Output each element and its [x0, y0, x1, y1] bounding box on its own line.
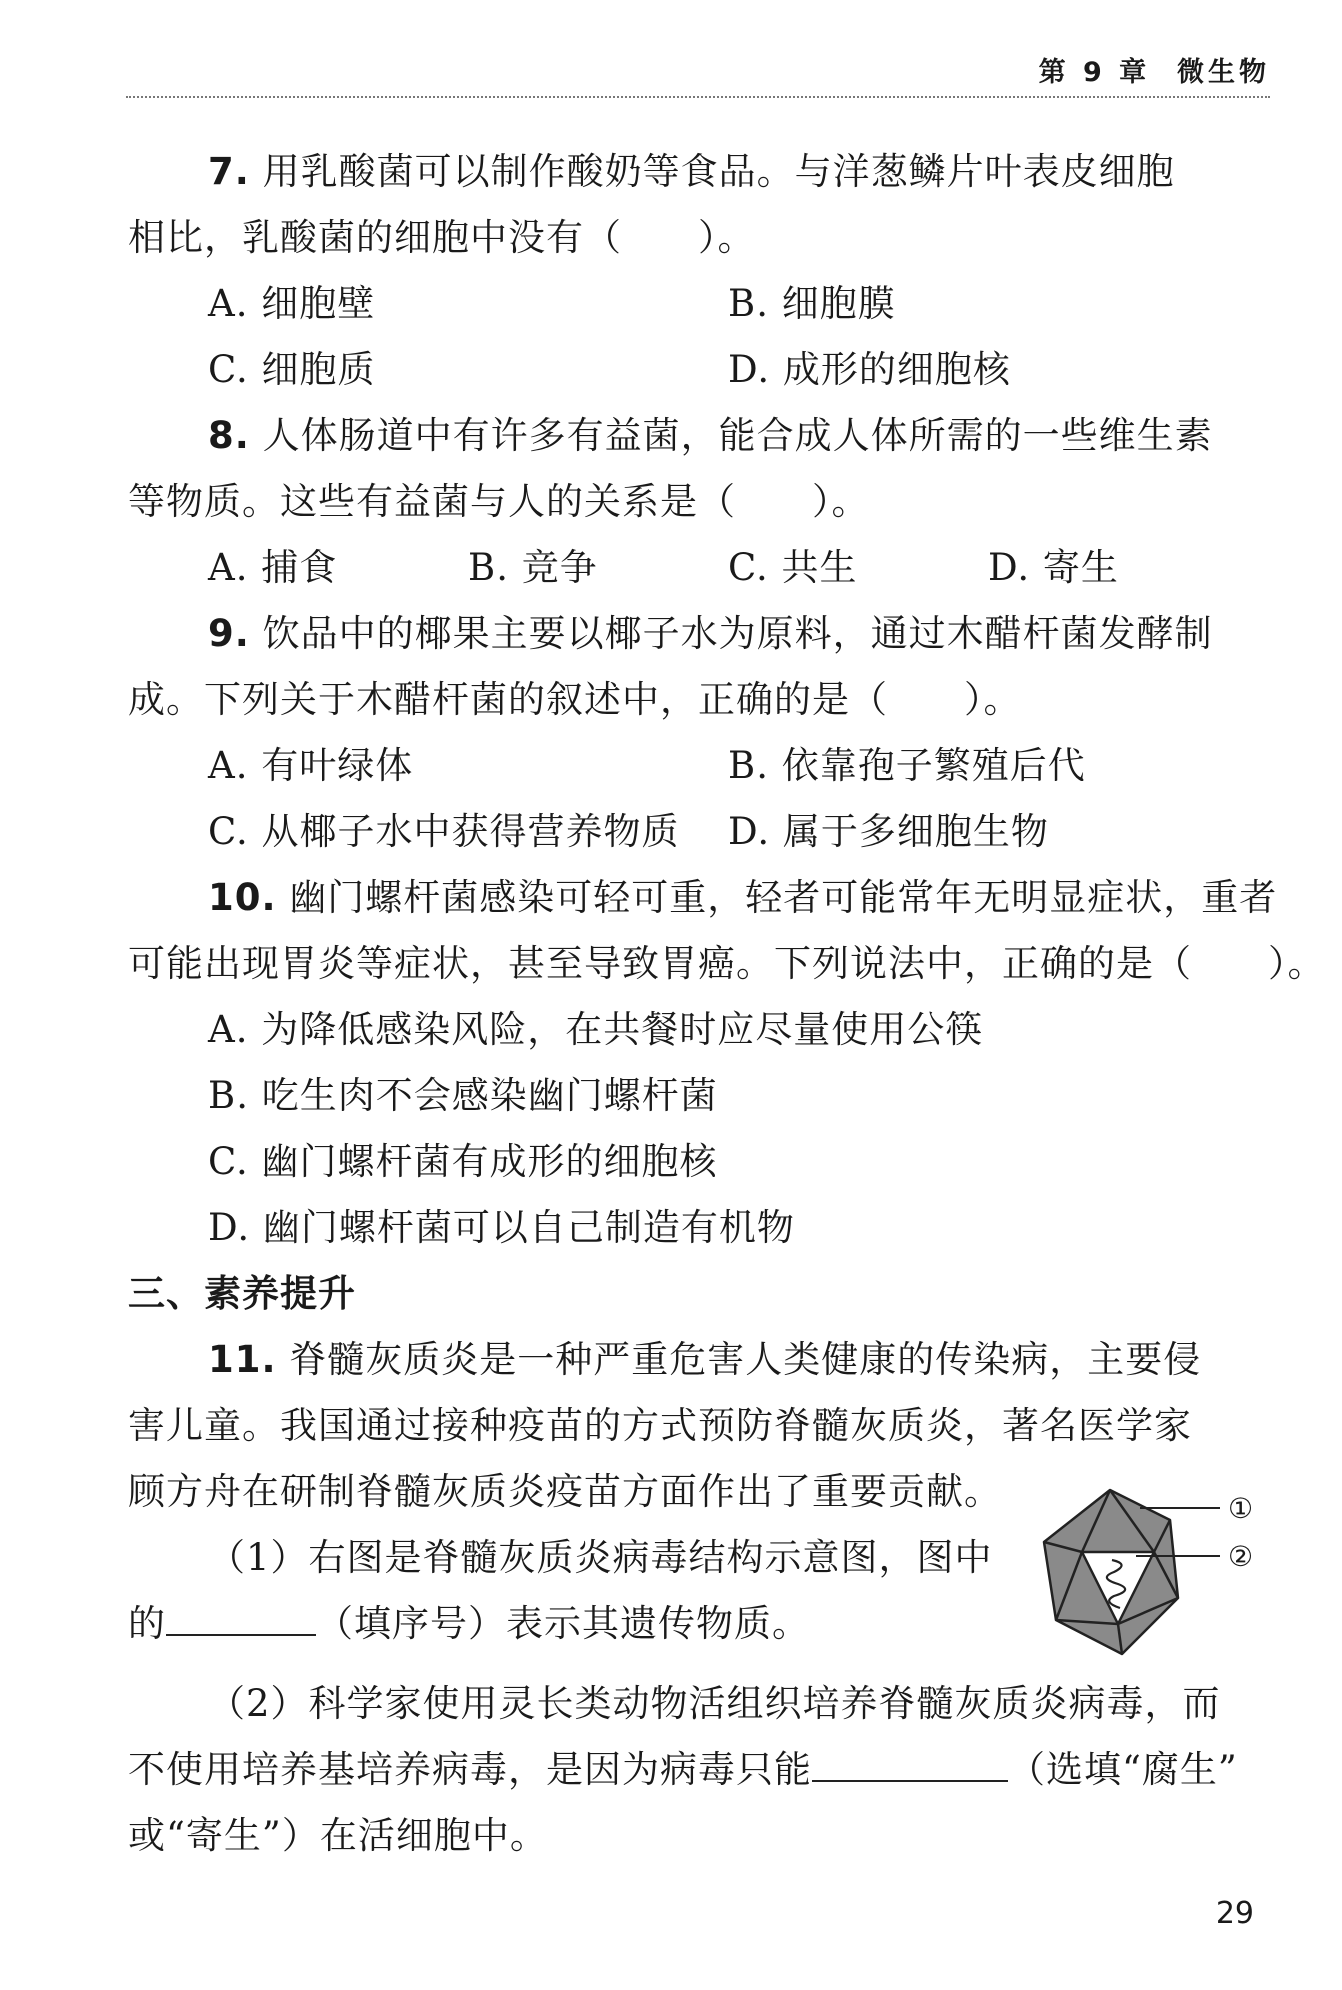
- q11-part1-suffix: （填序号）表示其遗传物质。: [316, 1602, 810, 1645]
- q8-stem-text1: 人体肠道中有许多有益菌，能合成人体所需的一些维生素: [262, 414, 1213, 457]
- q10-stem-line2: 可能出现胃炎等症状，甚至导致胃癌。下列说法中，正确的是（ ）。: [128, 942, 1326, 985]
- q10-stem-line1: [208, 872, 1328, 924]
- q8-stem-line2: 等物质。这些有益菌与人的关系是（ ）。: [128, 480, 870, 523]
- q9-option-b: B. 依靠孢子繁殖后代: [728, 744, 1086, 787]
- figure-label-2: ②: [1228, 1540, 1254, 1573]
- q10-number: 10.: [208, 876, 277, 919]
- q10-option-c: C. 幽门螺杆菌有成形的细胞核: [208, 1140, 718, 1183]
- q8-stem-line1: [208, 410, 1328, 462]
- q8-number: 8.: [208, 414, 250, 457]
- q8-option-a: A. 捕食: [208, 546, 338, 589]
- q7-number: 7.: [208, 150, 250, 193]
- q10-option-b: B. 吃生肉不会感染幽门螺杆菌: [208, 1074, 718, 1117]
- q11-intro-line1: [208, 1334, 1328, 1386]
- q7-stem-text1: 用乳酸菌可以制作酸奶等食品。与洋葱鳞片叶表皮细胞: [262, 150, 1175, 193]
- q11-part1-line1: （1）右图是脊髓灰质炎病毒结构示意图，图中: [208, 1536, 993, 1579]
- q11-intro-text1: 脊髓灰质炎是一种严重危害人类健康的传染病，主要侵: [289, 1338, 1202, 1381]
- chapter-number: 第 9 章: [1038, 57, 1151, 88]
- header-dotted-rule: [126, 96, 1270, 98]
- chapter-title: 微生物: [1177, 57, 1270, 88]
- q8-option-b: B. 竞争: [468, 546, 598, 589]
- q9-option-c: C. 从椰子水中获得营养物质: [208, 810, 680, 853]
- q10-stem-text1: 幽门螺杆菌感染可轻可重，轻者可能常年无明显症状，重者: [289, 876, 1278, 919]
- q10-option-a: A. 为降低感染风险，在共餐时应尽量使用公筷: [208, 1008, 984, 1051]
- q11-part2-line3: 或“寄生”）在活细胞中。: [128, 1814, 548, 1857]
- q8-option-d: D. 寄生: [988, 546, 1119, 589]
- q9-option-a: A. 有叶绿体: [208, 744, 414, 787]
- q11-number: 11.: [208, 1338, 277, 1381]
- answer-blank-part2[interactable]: [812, 1744, 1008, 1782]
- figure-label-1: ①: [1228, 1492, 1254, 1525]
- q9-stem-line2: 成。下列关于木醋杆菌的叙述中，正确的是（ ）。: [128, 678, 1022, 721]
- q7-option-c: C. 细胞质: [208, 348, 376, 391]
- q9-stem-line1: [208, 608, 1328, 660]
- q11-part2-prefix: 不使用培养基培养病毒，是因为病毒只能: [128, 1748, 812, 1791]
- q11-part2-suffix: （选填“腐生”: [1008, 1748, 1238, 1791]
- section-heading: 三、素养提升: [128, 1272, 356, 1315]
- answer-blank-part1[interactable]: [166, 1598, 316, 1636]
- q11-part1-prefix: 的: [128, 1602, 166, 1645]
- q7-option-d: D. 成形的细胞核: [728, 348, 1011, 391]
- q11-part2-line1: （2）科学家使用灵长类动物活组织培养脊髓灰质炎病毒，而: [208, 1682, 1221, 1725]
- running-header: [1039, 50, 1270, 89]
- q7-option-a: A. 细胞壁: [208, 282, 376, 325]
- poliovirus-structure-diagram: [1042, 1488, 1264, 1664]
- q7-stem-line2: 相比，乳酸菌的细胞中没有（ ）。: [128, 216, 756, 259]
- q9-option-d: D. 属于多细胞生物: [728, 810, 1049, 853]
- q11-intro-line2: 害儿童。我国通过接种疫苗的方式预防脊髓灰质炎，著名医学家: [128, 1404, 1192, 1447]
- page-number: 29: [1215, 1896, 1254, 1931]
- q9-number: 9.: [208, 612, 250, 655]
- q7-stem-line1: [208, 146, 1328, 198]
- q7-option-b: B. 细胞膜: [728, 282, 896, 325]
- q11-intro-line3: 顾方舟在研制脊髓灰质炎疫苗方面作出了重要贡献。: [128, 1470, 1002, 1513]
- q10-option-d: D. 幽门螺杆菌可以自己制造有机物: [208, 1206, 795, 1249]
- q9-stem-text1: 饮品中的椰果主要以椰子水为原料，通过木醋杆菌发酵制: [262, 612, 1213, 655]
- q8-option-c: C. 共生: [728, 546, 858, 589]
- q11-part2-line2: [128, 1744, 1248, 1796]
